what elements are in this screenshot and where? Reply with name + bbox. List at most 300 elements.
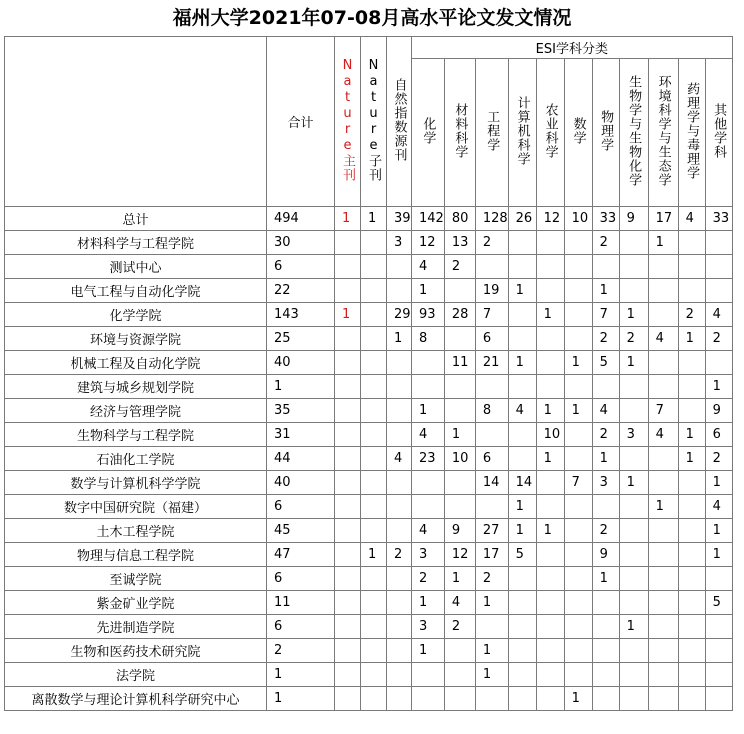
- table-cell: [387, 591, 412, 615]
- table-cell: [361, 399, 387, 423]
- table-row: [5, 207, 733, 231]
- table-cell: [508, 255, 536, 279]
- table-cell: 4: [508, 399, 536, 423]
- table-cell: [475, 423, 508, 447]
- table-cell: 1: [705, 519, 732, 543]
- table-cell: [536, 591, 564, 615]
- table-cell: [335, 447, 361, 471]
- table-cell: 1: [267, 375, 335, 399]
- row-label: 生物和医药技术研究院: [5, 639, 267, 663]
- table-cell: 7: [475, 303, 508, 327]
- table-cell: [536, 279, 564, 303]
- table-cell: [592, 615, 619, 639]
- table-cell: [335, 423, 361, 447]
- table-cell: 1: [536, 447, 564, 471]
- table-cell: [678, 375, 705, 399]
- row-label: 土木工程学院: [5, 519, 267, 543]
- table-cell: [648, 519, 678, 543]
- table-cell: 1: [678, 423, 705, 447]
- table-cell: 7: [648, 399, 678, 423]
- table-cell: [444, 663, 475, 687]
- table-cell: 4: [705, 303, 732, 327]
- table-cell: 1: [412, 399, 445, 423]
- table-row: [5, 447, 733, 471]
- row-label: 紫金矿业学院: [5, 591, 267, 615]
- table-cell: [508, 423, 536, 447]
- table-cell: 1: [592, 567, 619, 591]
- table-cell: 2: [444, 255, 475, 279]
- table-cell: [387, 279, 412, 303]
- row-label: 测试中心: [5, 255, 267, 279]
- table-cell: [508, 375, 536, 399]
- table-cell: 2: [412, 567, 445, 591]
- table-cell: [619, 375, 648, 399]
- table-cell: [619, 279, 648, 303]
- table-cell: 19: [475, 279, 508, 303]
- table-cell: 11: [444, 351, 475, 375]
- table-cell: [361, 447, 387, 471]
- table-cell: 1: [536, 303, 564, 327]
- table-row: [5, 231, 733, 255]
- table-cell: [508, 687, 536, 711]
- table-cell: 2: [267, 639, 335, 663]
- table-row: [5, 471, 733, 495]
- table-cell: 2: [475, 231, 508, 255]
- table-cell: 93: [412, 303, 445, 327]
- table-cell: [361, 519, 387, 543]
- table-cell: [361, 303, 387, 327]
- table-cell: [619, 399, 648, 423]
- table-cell: 39: [387, 207, 412, 231]
- table-cell: [564, 615, 592, 639]
- table-cell: [648, 471, 678, 495]
- table-cell: 1: [444, 567, 475, 591]
- header-esi-0: 化学: [412, 59, 445, 207]
- table-cell: 9: [705, 399, 732, 423]
- table-cell: 1: [387, 327, 412, 351]
- table-row: [5, 591, 733, 615]
- table-row: [5, 303, 733, 327]
- header-esi-7: 生物学与生物化学: [619, 59, 648, 207]
- table-cell: 1: [508, 279, 536, 303]
- table-cell: [564, 279, 592, 303]
- table-cell: 2: [592, 327, 619, 351]
- table-cell: 5: [592, 351, 619, 375]
- table-cell: 13: [444, 231, 475, 255]
- row-label: 离散数学与理论计算机科学研究中心: [5, 687, 267, 711]
- table-cell: 8: [412, 327, 445, 351]
- table-cell: [619, 591, 648, 615]
- table-cell: [564, 591, 592, 615]
- table-cell: [335, 471, 361, 495]
- table-row: [5, 255, 733, 279]
- table-cell: [678, 519, 705, 543]
- table-cell: 1: [705, 375, 732, 399]
- table-cell: [592, 255, 619, 279]
- table-cell: [335, 495, 361, 519]
- table-cell: [361, 375, 387, 399]
- table-cell: [678, 495, 705, 519]
- table-cell: [387, 375, 412, 399]
- table-cell: 3: [412, 615, 445, 639]
- table-cell: [648, 639, 678, 663]
- table-cell: [536, 687, 564, 711]
- table-cell: 6: [267, 255, 335, 279]
- table-cell: 17: [475, 543, 508, 567]
- table-cell: 4: [387, 447, 412, 471]
- table-cell: 10: [444, 447, 475, 471]
- table-cell: [705, 255, 732, 279]
- table-cell: [536, 255, 564, 279]
- table-cell: [335, 567, 361, 591]
- table-cell: [705, 663, 732, 687]
- table-row: [5, 687, 733, 711]
- table-cell: [678, 591, 705, 615]
- table-row: [5, 279, 733, 303]
- table-cell: [648, 351, 678, 375]
- table-cell: [619, 255, 648, 279]
- table-cell: [387, 255, 412, 279]
- table-cell: 35: [267, 399, 335, 423]
- table-cell: [619, 543, 648, 567]
- row-label: 机械工程及自动化学院: [5, 351, 267, 375]
- table-cell: [335, 663, 361, 687]
- header-esi-1: 材料科学: [444, 59, 475, 207]
- table-cell: [678, 639, 705, 663]
- table-cell: 1: [361, 207, 387, 231]
- table-cell: 1: [536, 519, 564, 543]
- table-cell: [508, 591, 536, 615]
- table-cell: [678, 351, 705, 375]
- table-cell: [678, 399, 705, 423]
- table-cell: 1: [592, 447, 619, 471]
- table-cell: [508, 639, 536, 663]
- table-cell: [564, 423, 592, 447]
- table-cell: [678, 231, 705, 255]
- row-label: 数学与计算机科学学院: [5, 471, 267, 495]
- row-label: 至诚学院: [5, 567, 267, 591]
- table-cell: 12: [444, 543, 475, 567]
- table-cell: 7: [564, 471, 592, 495]
- table-cell: 1: [619, 351, 648, 375]
- table-cell: [619, 663, 648, 687]
- table-cell: 1: [619, 303, 648, 327]
- papers-table: [4, 36, 733, 711]
- table-cell: [705, 567, 732, 591]
- table-cell: [536, 615, 564, 639]
- table-cell: [619, 687, 648, 711]
- table-cell: 45: [267, 519, 335, 543]
- table-cell: [648, 303, 678, 327]
- table-cell: [592, 495, 619, 519]
- table-cell: [361, 591, 387, 615]
- table-cell: [564, 567, 592, 591]
- table-cell: 1: [444, 423, 475, 447]
- table-cell: [678, 615, 705, 639]
- row-label: 物理与信息工程学院: [5, 543, 267, 567]
- table-cell: 1: [412, 591, 445, 615]
- table-cell: [619, 639, 648, 663]
- table-row: [5, 327, 733, 351]
- table-cell: [508, 663, 536, 687]
- table-cell: [335, 615, 361, 639]
- header-nature-index: 自然指数源刊: [387, 37, 412, 207]
- table-cell: [361, 687, 387, 711]
- table-cell: 25: [267, 327, 335, 351]
- table-cell: 9: [444, 519, 475, 543]
- table-cell: [536, 543, 564, 567]
- table-cell: [444, 687, 475, 711]
- table-cell: [564, 663, 592, 687]
- table-row: [5, 351, 733, 375]
- table-cell: 3: [619, 423, 648, 447]
- table-cell: 7: [592, 303, 619, 327]
- table-cell: 5: [705, 591, 732, 615]
- table-cell: [508, 447, 536, 471]
- table-cell: 21: [475, 351, 508, 375]
- table-cell: [619, 567, 648, 591]
- table-row: [5, 567, 733, 591]
- table-cell: [536, 495, 564, 519]
- table-cell: [678, 543, 705, 567]
- table-cell: 29: [387, 303, 412, 327]
- table-cell: 1: [508, 519, 536, 543]
- table-cell: [412, 495, 445, 519]
- row-label: 石油化工学院: [5, 447, 267, 471]
- table-cell: 12: [412, 231, 445, 255]
- table-cell: 1: [508, 495, 536, 519]
- table-cell: [536, 327, 564, 351]
- table-cell: [387, 567, 412, 591]
- header-row-top: [5, 37, 733, 59]
- table-cell: [361, 663, 387, 687]
- table-cell: 1: [267, 663, 335, 687]
- row-label: 数字中国研究院（福建）: [5, 495, 267, 519]
- table-cell: [592, 639, 619, 663]
- table-cell: [648, 543, 678, 567]
- table-cell: [678, 255, 705, 279]
- table-cell: [444, 399, 475, 423]
- table-cell: [412, 351, 445, 375]
- table-cell: [444, 327, 475, 351]
- table-cell: [508, 567, 536, 591]
- table-cell: [387, 687, 412, 711]
- table-cell: [619, 495, 648, 519]
- table-cell: 40: [267, 351, 335, 375]
- table-cell: 33: [592, 207, 619, 231]
- table-cell: [335, 543, 361, 567]
- row-label: 化学学院: [5, 303, 267, 327]
- table-cell: [387, 663, 412, 687]
- table-cell: 12: [536, 207, 564, 231]
- table-cell: 128: [475, 207, 508, 231]
- table-cell: 1: [412, 279, 445, 303]
- table-cell: 4: [648, 327, 678, 351]
- table-cell: [412, 663, 445, 687]
- table-cell: 1: [592, 279, 619, 303]
- table-cell: 142: [412, 207, 445, 231]
- table-cell: 6: [267, 567, 335, 591]
- table-cell: 2: [387, 543, 412, 567]
- table-row: [5, 519, 733, 543]
- table-cell: 2: [592, 423, 619, 447]
- table-cell: 2: [619, 327, 648, 351]
- table-cell: 47: [267, 543, 335, 567]
- table-cell: [475, 687, 508, 711]
- table-cell: [335, 255, 361, 279]
- table-cell: 5: [508, 543, 536, 567]
- table-row: [5, 495, 733, 519]
- table-cell: [361, 327, 387, 351]
- table-cell: [648, 567, 678, 591]
- table-row: [5, 423, 733, 447]
- table-cell: [648, 687, 678, 711]
- table-cell: 14: [475, 471, 508, 495]
- table-cell: [335, 519, 361, 543]
- header-esi-group: ESI学科分类: [412, 37, 733, 59]
- row-label: 经济与管理学院: [5, 399, 267, 423]
- table-cell: [564, 327, 592, 351]
- table-cell: [475, 615, 508, 639]
- table-cell: 4: [444, 591, 475, 615]
- table-cell: [705, 615, 732, 639]
- table-cell: [475, 495, 508, 519]
- table-cell: 1: [267, 687, 335, 711]
- table-cell: [444, 279, 475, 303]
- table-cell: 1: [648, 495, 678, 519]
- table-cell: [592, 687, 619, 711]
- table-cell: [648, 663, 678, 687]
- table-cell: 3: [412, 543, 445, 567]
- table-cell: 44: [267, 447, 335, 471]
- header-esi-10: 其他学科: [705, 59, 732, 207]
- table-cell: [648, 447, 678, 471]
- table-cell: 1: [564, 687, 592, 711]
- table-cell: [361, 567, 387, 591]
- table-cell: [678, 663, 705, 687]
- table-cell: 143: [267, 303, 335, 327]
- table-cell: 1: [678, 327, 705, 351]
- table-cell: [361, 423, 387, 447]
- table-cell: 22: [267, 279, 335, 303]
- header-esi-5: 数学: [564, 59, 592, 207]
- row-label: 生物科学与工程学院: [5, 423, 267, 447]
- page-title: 福州大学2021年07-08月高水平论文发文情况: [172, 7, 572, 29]
- table-cell: [564, 447, 592, 471]
- table-cell: 1: [705, 471, 732, 495]
- table-cell: [387, 639, 412, 663]
- table-cell: [444, 639, 475, 663]
- table-cell: [335, 687, 361, 711]
- table-cell: [648, 615, 678, 639]
- row-label: 电气工程与自动化学院: [5, 279, 267, 303]
- table-cell: 40: [267, 471, 335, 495]
- table-cell: 6: [475, 327, 508, 351]
- table-cell: [564, 255, 592, 279]
- table-cell: 6: [475, 447, 508, 471]
- table-cell: 31: [267, 423, 335, 447]
- table-cell: [335, 327, 361, 351]
- table-cell: [564, 375, 592, 399]
- table-cell: [508, 303, 536, 327]
- table-cell: 80: [444, 207, 475, 231]
- table-cell: 9: [592, 543, 619, 567]
- table-cell: 1: [508, 351, 536, 375]
- table-cell: [678, 687, 705, 711]
- table-cell: 8: [475, 399, 508, 423]
- table-cell: 6: [267, 615, 335, 639]
- header-esi-9: 药理学与毒理学: [678, 59, 705, 207]
- row-label: 总计: [5, 207, 267, 231]
- table-cell: [361, 351, 387, 375]
- table-cell: [361, 255, 387, 279]
- table-cell: 1: [564, 351, 592, 375]
- table-cell: 1: [619, 471, 648, 495]
- table-cell: [444, 375, 475, 399]
- header-nature-main: Nature主刊: [335, 37, 361, 207]
- table-cell: 4: [412, 519, 445, 543]
- table-cell: [387, 423, 412, 447]
- table-cell: 6: [267, 495, 335, 519]
- table-cell: 2: [592, 519, 619, 543]
- table-cell: [335, 639, 361, 663]
- table-cell: [361, 471, 387, 495]
- header-esi-8: 环境科学与生态学: [648, 59, 678, 207]
- table-cell: 1: [335, 207, 361, 231]
- table-cell: [705, 279, 732, 303]
- table-cell: [387, 399, 412, 423]
- table-cell: 27: [475, 519, 508, 543]
- header-unit-cell: [5, 37, 267, 207]
- table-cell: 33: [705, 207, 732, 231]
- table-cell: [678, 279, 705, 303]
- table-cell: 2: [592, 231, 619, 255]
- table-cell: [648, 255, 678, 279]
- table-cell: 14: [508, 471, 536, 495]
- table-cell: 494: [267, 207, 335, 231]
- table-cell: 1: [705, 543, 732, 567]
- table-cell: [705, 639, 732, 663]
- table-cell: 3: [387, 231, 412, 255]
- table-cell: 1: [335, 303, 361, 327]
- table-cell: [475, 255, 508, 279]
- table-body: [5, 37, 733, 711]
- table-cell: [564, 495, 592, 519]
- table-cell: [536, 639, 564, 663]
- table-cell: [592, 591, 619, 615]
- table-cell: 4: [412, 255, 445, 279]
- table-cell: [678, 471, 705, 495]
- table-cell: [412, 687, 445, 711]
- table-cell: 3: [592, 471, 619, 495]
- table-cell: [361, 615, 387, 639]
- table-cell: [412, 375, 445, 399]
- table-cell: [387, 471, 412, 495]
- table-cell: [564, 543, 592, 567]
- table-cell: [361, 231, 387, 255]
- table-cell: 4: [592, 399, 619, 423]
- table-cell: [536, 351, 564, 375]
- table-cell: [678, 567, 705, 591]
- table-row: [5, 663, 733, 687]
- table-cell: [444, 471, 475, 495]
- table-cell: [564, 303, 592, 327]
- header-total: 合计: [267, 37, 335, 207]
- table-cell: [361, 639, 387, 663]
- table-cell: 1: [536, 399, 564, 423]
- row-label: 建筑与城乡规划学院: [5, 375, 267, 399]
- table-cell: [335, 399, 361, 423]
